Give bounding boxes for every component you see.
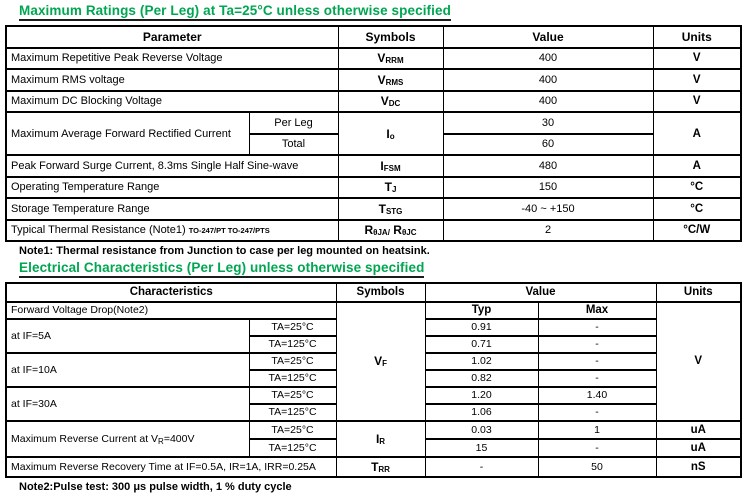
- units-cell: V: [653, 48, 741, 70]
- typ-cell: 15: [425, 439, 538, 457]
- value-cell: 400: [443, 91, 653, 113]
- table-row-ir-25: [6, 421, 741, 439]
- condition-cell: Total: [249, 134, 338, 156]
- max-cell: 1.40: [538, 387, 656, 404]
- condition-cell: Per Leg: [249, 112, 338, 134]
- table-row-ifsm: [6, 155, 741, 177]
- condition-cell: TA=125°C: [249, 370, 336, 387]
- max-ratings-table: [5, 25, 742, 243]
- header-parameter: Parameter: [6, 26, 338, 48]
- max-ratings-header-row: [6, 26, 741, 48]
- condition-cell: TA=25°C: [249, 421, 336, 439]
- param-cell: Maximum Repetitive Peak Reverse Voltage: [6, 48, 338, 70]
- units-cell: V: [653, 91, 741, 113]
- typ-cell: 1.20: [425, 387, 538, 404]
- characteristic-cell: at IF=30A: [6, 387, 249, 421]
- symbol-cell: $V_{RMS}$: [338, 69, 443, 91]
- units-cell: V: [653, 69, 741, 91]
- units-cell: A: [653, 155, 741, 177]
- value-cell: 400: [443, 69, 653, 91]
- typ-cell: 0.91: [425, 319, 538, 336]
- max-cell: -: [538, 404, 656, 421]
- table-row-rth: [6, 220, 741, 242]
- characteristic-cell: Maximum Reverse Current at VR=400V: [6, 421, 249, 457]
- value-cell: 480: [443, 155, 653, 177]
- table-row-trr: [6, 457, 741, 477]
- value-cell: 2: [443, 220, 653, 242]
- header-units: Units: [653, 26, 741, 48]
- max-ratings-title-row: [5, 2, 744, 25]
- value-cell: 60: [443, 134, 653, 156]
- table-row-io-perleg: [6, 112, 741, 134]
- units-cell: °C: [653, 177, 741, 199]
- table-row-tj: [6, 177, 741, 199]
- header-value: Value: [425, 283, 656, 302]
- table-row-vdc: [6, 91, 741, 113]
- value-cell: 400: [443, 48, 653, 70]
- header-units: Units: [656, 283, 741, 302]
- units-cell: uA: [656, 421, 741, 439]
- package-variants-label: TO-247/PT TO-247/PTS: [188, 226, 270, 236]
- typ-cell: 0.71: [425, 336, 538, 353]
- symbol-cell: $I_{FSM}$: [338, 155, 443, 177]
- elec-char-header-row: [6, 283, 741, 302]
- table-row-fvd: [6, 302, 741, 319]
- symbol-cell: $V_{DC}$: [338, 91, 443, 113]
- header-symbols: Symbols: [338, 26, 443, 48]
- symbol-cell-vf: $V_F$: [336, 302, 425, 421]
- param-cell: Operating Temperature Range: [6, 177, 338, 199]
- param-cell: Typical Thermal Resistance (Note1) TO-247/PT TO-247/PTS: [6, 220, 338, 242]
- table-row-vrms: [6, 69, 741, 91]
- param-cell: Peak Forward Surge Current, 8.3ms Single Half Sine-wave: [6, 155, 338, 177]
- header-value: Value: [443, 26, 653, 48]
- elec-char-title-row: [5, 259, 744, 282]
- symbol-cell: $R_{\theta JA/}$ $R_{\theta JC}$: [338, 220, 443, 242]
- header-characteristics: Characteristics: [6, 283, 336, 302]
- typ-cell: 1.02: [425, 353, 538, 370]
- value-cell: 150: [443, 177, 653, 199]
- units-cell-v: V: [656, 302, 741, 421]
- param-cell: Maximum DC Blocking Voltage: [6, 91, 338, 113]
- param-cell: Storage Temperature Range: [6, 198, 338, 220]
- typ-cell: 0.03: [425, 421, 538, 439]
- units-cell: uA: [656, 439, 741, 457]
- max-cell: -: [538, 336, 656, 353]
- max-ratings-title: Maximum Ratings (Per Leg) at Ta=25°C unless otherwise specified: [19, 4, 451, 21]
- units-cell: °C/W: [653, 220, 741, 242]
- condition-cell: TA=25°C: [249, 353, 336, 370]
- condition-cell: TA=25°C: [249, 319, 336, 336]
- header-typ: Typ: [425, 302, 538, 319]
- symbol-cell: $V_{RRM}$: [338, 48, 443, 70]
- header-symbols: Symbols: [336, 283, 425, 302]
- units-cell: nS: [656, 457, 741, 477]
- max-cell: -: [538, 439, 656, 457]
- max-cell: -: [538, 319, 656, 336]
- elec-char-title: Electrical Characteristics (Per Leg) unless otherwise specified: [19, 261, 424, 278]
- symbol-cell: $I_o$: [338, 112, 443, 155]
- condition-cell: TA=125°C: [249, 336, 336, 353]
- condition-cell: TA=125°C: [249, 404, 336, 421]
- units-cell: °C: [653, 198, 741, 220]
- units-cell: A: [653, 112, 741, 155]
- characteristic-cell: Maximum Reverse Recovery Time at IF=0.5A, IR=1A, IRR=0.25A: [6, 457, 336, 477]
- elec-char-table: [5, 282, 742, 478]
- value-cell: 30: [443, 112, 653, 134]
- header-max: Max: [538, 302, 656, 319]
- symbol-cell-ir: $I_R$: [336, 421, 425, 457]
- symbol-cell: $T_{STG}$: [338, 198, 443, 220]
- table-row-tstg: [6, 198, 741, 220]
- typ-cell: -: [425, 457, 538, 477]
- typ-cell: 0.82: [425, 370, 538, 387]
- param-cell: Maximum RMS voltage: [6, 69, 338, 91]
- param-cell: Maximum Average Forward Rectified Current: [6, 112, 249, 155]
- characteristic-cell: at IF=10A: [6, 353, 249, 387]
- condition-cell: TA=125°C: [249, 439, 336, 457]
- max-cell: 50: [538, 457, 656, 477]
- condition-cell: TA=25°C: [249, 387, 336, 404]
- max-cell: 1: [538, 421, 656, 439]
- note1-text: Note1: Thermal resistance from Junction to case per leg mounted on heatsink.: [19, 245, 430, 257]
- symbol-cell: $T_J$: [338, 177, 443, 199]
- note2-text: Note2:Pulse test: 300 μs pulse width, 1 % duty cycle: [19, 480, 292, 493]
- characteristic-cell: Forward Voltage Drop(Note2): [6, 302, 336, 319]
- max-cell: -: [538, 353, 656, 370]
- typ-cell: 1.06: [425, 404, 538, 421]
- symbol-cell-trr: $T_{RR}$: [336, 457, 425, 477]
- value-cell: -40 ~ +150: [443, 198, 653, 220]
- characteristic-cell: at IF=5A: [6, 319, 249, 353]
- table-row-vrrm: [6, 48, 741, 70]
- max-cell: -: [538, 370, 656, 387]
